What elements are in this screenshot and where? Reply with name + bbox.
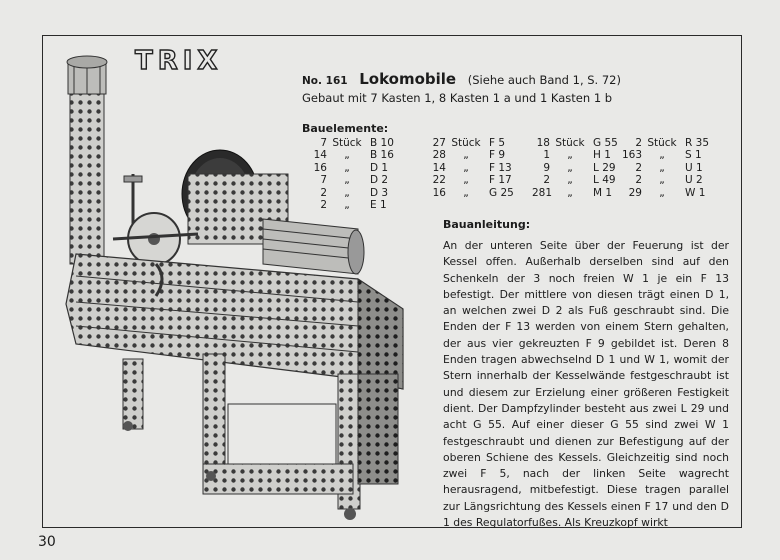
parts-column-2 [428,137,518,199]
parts-row: 2 „ E 1 [320,199,387,212]
parts-column-1 [312,137,397,211]
parts-row: 27 Stück F 5 [432,137,506,149]
parts-column-4 [622,137,716,199]
model-header [302,70,621,105]
parts-row: 16 „ G 25 [432,186,514,199]
parts-row: 281 „ M 1 [532,186,613,199]
lokomobile-illustration [58,44,438,524]
parts-row: 14 „ B 16 [313,149,394,162]
parts-row: 2 „ D 3 [320,186,389,199]
page-number: 30 [38,534,56,550]
parts-row: 28 „ F 9 [432,149,506,162]
model-name: Lokomobile [359,70,457,88]
parts-row: 1 „ H 1 [543,149,611,162]
model-number: No. 161 [302,75,348,87]
model-title-line [302,70,621,88]
parts-row: 2 „ U 2 [635,174,703,187]
parts-row: 2 „ L 49 [543,174,616,187]
parts-row: 163 „ S 1 [622,149,702,162]
parts-row: 18 Stück G 55 [536,137,618,149]
parts-row: 7 Stück B 10 [320,137,394,149]
parts-column-3 [532,137,624,199]
parts-row: 22 „ F 17 [432,174,512,187]
parts-row: 2 „ U 1 [635,161,703,174]
parts-heading: Bauelemente: [302,122,389,135]
parts-row: 29 „ W 1 [628,186,706,199]
model-reference: (Siehe auch Band 1, S. 72) [467,73,621,87]
parts-row: 16 „ D 1 [313,161,389,174]
model-built-with: Gebaut mit 7 Kasten 1, 8 Kasten 1 a und 1 Kasten 1 b [302,91,613,105]
parts-row: 2 Stück R 35 [635,137,709,149]
instructions-heading: Bauanleitung: [443,218,531,231]
brand-logo: TRIX [135,46,223,76]
instructions-text: An der unteren Seite über der Feuerung ist der Kessel offen. Außerhalb derselben sind auf den Schenkeln der 3 noch freien W 1 je ein F 13 befestigt. Der mittlere von diesen trägt einen D 1, an welchen zwei D 2 als Fuß geschraubt sind. Die Enden der F 13 werden von einem Stern gehalten, der aus vier gekreuzten F 9 gebildet ist. Deren 8 Enden tragen abwechselnd D 1 und W 1, womit der Stern innerhalb der Kesselwände festgeschraubt ist und diesem zur Erzielung einer größeren Festigkeit dient. Der Dampfzylinder besteht aus zwei L 29 und acht G 55. Auf einer dieser G 55 sind zwei W 1 festgeschraubt und dienen zur Befestigung auf der oberen Schiene des Kessels. Gleichzeitig sind noch zwei F 5, nach der linken Seite wagrecht herausragend, mitbefestigt. Diese tragen parallel zur Längsrichtung des Kessels einen F 17 und den D 1 des Regulatorfußes. Als Kreuzkopf wirkt [443,239,729,530]
parts-row: 7 „ D 2 [320,174,389,187]
parts-row: 9 „ L 29 [543,161,616,174]
parts-row: 14 „ F 13 [432,161,512,174]
